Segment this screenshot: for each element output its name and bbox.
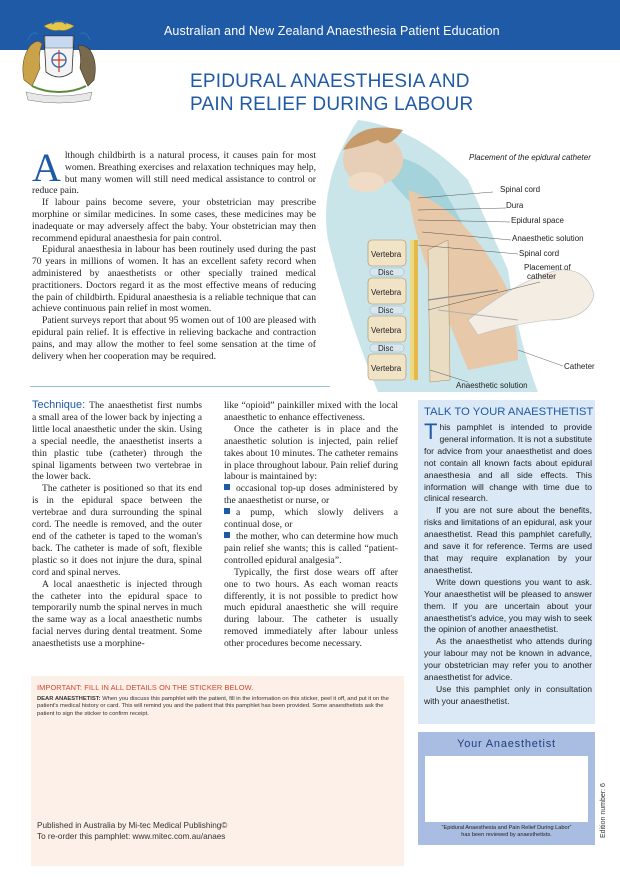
section-divider	[30, 386, 330, 387]
bullet-item	[224, 531, 398, 567]
review-note-line-1: “Epidural Anaesthesia and Pain Relief During Labor”	[441, 825, 572, 831]
sticker-heading: IMPORTANT: FILL IN ALL DETAILS ON THE STICKER BELOW.	[37, 683, 254, 692]
publisher-line: Published in Australia by Mi-tec Medical Publishing©	[37, 821, 228, 830]
bullet-marker	[224, 508, 230, 514]
publisher-info	[37, 821, 227, 842]
sticker-panel	[31, 676, 404, 866]
label-epidural-space: Epidural space	[511, 216, 564, 225]
technique-paragraph-1	[32, 400, 202, 483]
edition-number: Edition number: 6	[600, 783, 607, 838]
label-disc-3: Disc	[378, 344, 394, 353]
sidebar-paragraph-4: As the anaesthetist who attends during your labour may not be known in advance, your obstetrician may refer you to another anaesthetist for advice.	[424, 636, 592, 683]
sidebar-p1-text: his pamphlet is intended to provide general information. It is not a substitute for advice from your anaesthetist and does not contain all known facts about epidural anaesthesia and all side effects. This information will change with time due to clinical research.	[424, 422, 592, 504]
label-anaesthetic-solution: Anaesthetic solution	[512, 234, 584, 243]
intro-paragraph-3: Epidural anaesthesia in labour has been routinely used during the past 70 years in millions of women. It has an excellent safety record when administered by anaesthetists or other specially trained medical practitioners. Doctors regard it as the most effective means of reducing the pain of childbirth. Epidural anaesthesia is a reliable technique that can achieve continuous pain relief in most women.	[32, 244, 316, 315]
bullet-item	[224, 507, 398, 531]
sidebar-body	[424, 419, 592, 708]
technique-paragraph-3: A local anaesthetic is injected through the catheter into the epidural space to temporarily numb the spinal nerves in much the same way as a local anaesthetic numbs facial nerves during dental treatment. Some anaesthetists use a morphine-	[32, 578, 202, 650]
epidural-illustration	[318, 120, 598, 392]
coat-of-arms-logo	[14, 20, 104, 106]
sidebar-paragraph-3: Write down questions you want to ask. Your anaesthetist will be pleased to answer them. If you are uncertain about your anaesthetist's advice, you may wish to seek the opinion of another anaesthetist.	[424, 576, 592, 635]
bullet-text: the mother, who can determine how much pain relief she wants; this is called “patient-controlled epidural analgesia”.	[224, 530, 398, 566]
title-line-2: PAIN RELIEF DURING LABOUR	[190, 94, 474, 115]
reorder-line: To re-order this pamphlet: www.mitec.com.au/anaes	[37, 831, 226, 841]
technique-column-1	[32, 400, 202, 650]
bullet-marker	[224, 532, 230, 538]
bullet-marker	[224, 484, 230, 490]
label-vertebra-1: Vertebra	[371, 250, 402, 259]
review-note	[418, 825, 595, 839]
label-spinal-cord: Spinal cord	[500, 185, 541, 194]
label-vertebra-3: Vertebra	[371, 326, 402, 335]
intro-paragraph-2: If labour pains become severe, your obstetrician may prescribe morphine or similar medicines. In some cases, these medicines may be inadequate or may adversely affect the baby. Your obstetrician may then recommend epidural anaesthesia for pain control.	[32, 197, 316, 244]
label-placement-of: Placement of	[524, 263, 571, 272]
intro-paragraph-4: Patient surveys report that about 95 women out of 100 are pleased with epidural pain relief. It is effective in relieving backache and contraction pains, and may allow the mother to feel some sensation at the time of delivery when her cooperation may be required.	[32, 315, 316, 362]
sidebar-paragraph-5: Use this pamphlet only in consultation with your anaesthetist.	[424, 683, 592, 706]
intro-text	[32, 145, 316, 362]
bullet-text: a pump, which slowly delivers a continual dose, or	[224, 507, 398, 531]
bullet-text: occasional top-up doses administered by the anaesthetist or nurse, or	[224, 483, 398, 507]
intro-p1-text: lthough childbirth is a natural process, it causes pain for most women. Breathing exercises and relaxation techniques may help, but many women will still need medical assistance to control or reduce pain.	[32, 150, 316, 197]
sticker-label: DEAR ANAESTHETIST:	[37, 696, 101, 702]
label-catheter: Catheter	[564, 362, 595, 371]
your-anaesthetist-heading: Your Anaesthetist	[457, 738, 556, 750]
organisation-name: Australian and New Zealand Anaesthesia Patient Education	[164, 24, 500, 38]
sidebar-drop-cap: T	[424, 419, 438, 444]
talk-to-anaesthetist-panel	[418, 400, 595, 724]
technique-paragraph-4: like “opioid” painkiller mixed with the local anaesthetic to enhance effectiveness.	[224, 400, 398, 423]
label-vertebra-2: Vertebra	[371, 288, 402, 297]
sticker-instructions	[37, 696, 393, 718]
your-anaesthetist-box	[418, 732, 595, 845]
anaesthetist-details-field[interactable]	[425, 756, 588, 822]
sidebar-paragraph-1	[424, 419, 592, 505]
label-vertebra-4: Vertebra	[371, 364, 402, 373]
technique-paragraph-6: Typically, the first dose wears off after one to two hours. As each woman reacts differently, it is not possible to predict how much epidural anaesthetic she will require during labour. The catheter is usually removed immediately after labour unless other procedures become necessary.	[224, 566, 398, 650]
review-note-line-2: has been reviewed by anaesthetists.	[461, 832, 552, 838]
label-disc-1: Disc	[378, 268, 394, 277]
label-anaesthetic-solution-2: Anaesthetic solution	[456, 381, 528, 390]
bullet-item	[224, 483, 398, 507]
sidebar-paragraph-2: If you are not sure about the benefits, risks and limitations of an epidural, ask your anaesthetist. Read this pamphlet carefully, and save it for reference. Terms are used that may require explanation by your anaesthetist.	[424, 505, 592, 575]
technique-heading: Technique:	[32, 399, 86, 411]
sidebar-heading: TALK TO YOUR ANAESTHETIST	[424, 406, 594, 418]
label-disc-2: Disc	[378, 306, 394, 315]
drop-cap: A	[32, 145, 61, 190]
technique-paragraph-2: The catheter is positioned so that its end is in the epidural space between the vertebrae and dura surrounding the spinal cord. The needle is removed, and the outer end of the catheter is taped to the woman's back. The catheter is made of soft, flexible plastic so it does not injure the dura, spinal cord and spinal nerves.	[32, 483, 202, 578]
technique-paragraph-5: Once the catheter is in place and the anaesthetic solution is injected, pain relief takes about 10 minutes. The catheter remains in place throughout labour. Pain relief during labour is maintained by:	[224, 423, 398, 483]
title-line-1: EPIDURAL ANAESTHESIA AND	[190, 71, 470, 92]
label-spinal-cord-2: Spinal cord	[519, 249, 560, 258]
intro-paragraph-1	[32, 145, 316, 197]
page-title	[190, 70, 490, 116]
sticker-body-text: When you discuss this pamphlet with the patient, fill in the information on this sticker, peel it off, and put it on the patient's medical history or card. This will remind you and the patient that this pamphlet has been provided. Some anaesthetists ask the patient to sign the sticker to confirm receipt.	[37, 696, 389, 717]
technique-p1-text: The anaesthetist first numbs a small area of the lower back by injecting a little local anaesthetic under the skin. Using a special needle, the anaesthetist inserts a thin plastic tube (catheter) through the spinal ligaments between two vertebrae in the lower back.	[32, 400, 202, 483]
label-dura: Dura	[506, 201, 524, 210]
label-catheter-placement: catheter	[527, 272, 556, 281]
technique-column-2	[224, 400, 398, 650]
illustration-caption: Placement of the epidural catheter	[469, 153, 591, 162]
